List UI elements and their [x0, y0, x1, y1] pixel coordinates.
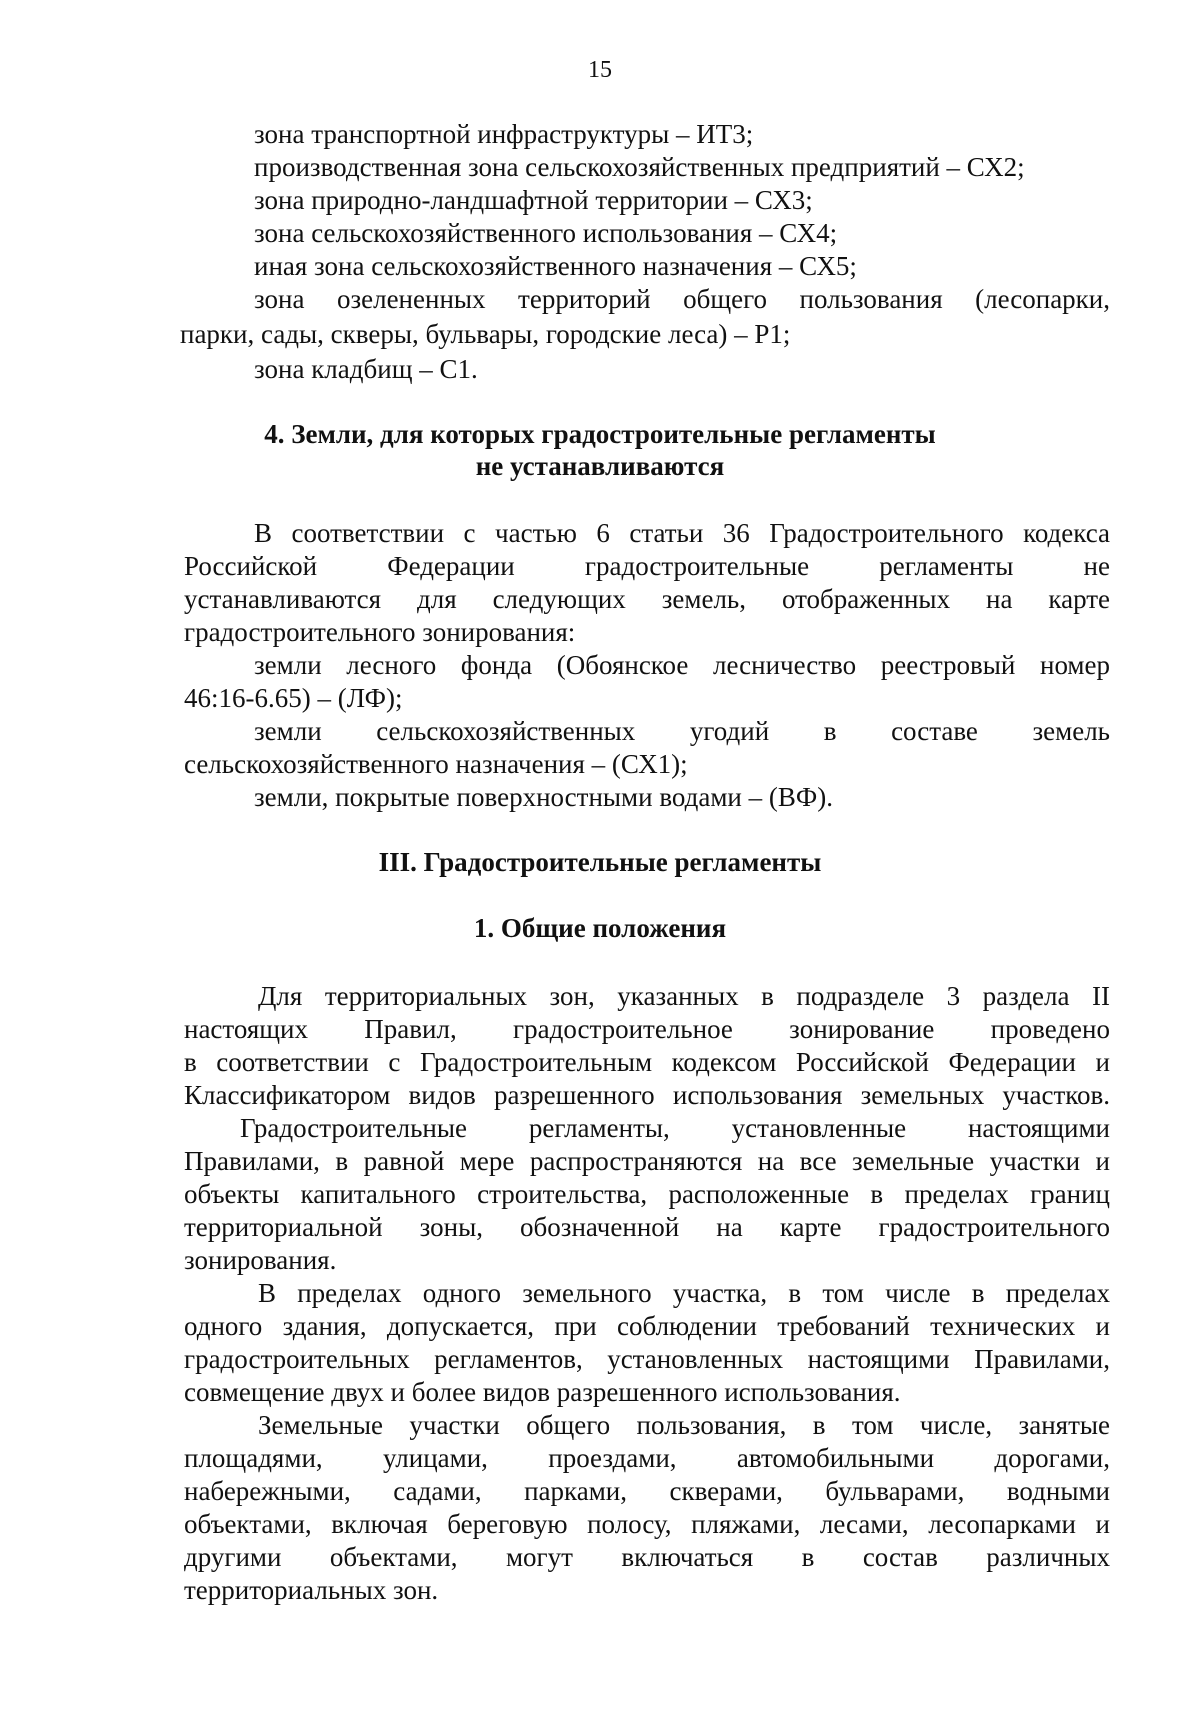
paragraph-line: площадями, улицами, проездами, автомобильными дорогами,	[184, 1443, 1110, 1473]
zone-list-item: зона сельскохозяйственного использования – СХ4;	[254, 218, 838, 248]
paragraph-line: земли, покрытые поверхностными водами – (ВФ).	[254, 782, 833, 812]
zone-list-item: зона транспортной инфраструктуры – ИТ3;	[254, 119, 754, 149]
paragraph-line: Классификатором видов разрешенного использования земельных участков.	[184, 1080, 1110, 1110]
section-heading: III. Градостроительные регламенты	[378, 847, 822, 877]
paragraph-line: 46:16-6.65) – (ЛФ);	[184, 683, 403, 713]
zone-list-item: зона природно-ландшафтной территории – СХ3;	[254, 185, 813, 215]
paragraph-line: Для территориальных зон, указанных в подразделе 3 раздела II	[258, 981, 1110, 1011]
paragraph-line: набережными, садами, парками, скверами, бульварами, водными	[184, 1476, 1110, 1506]
section-heading: 4. Земли, для которых градостроительные регламенты	[264, 419, 936, 449]
zone-list-item: производственная зона сельскохозяйственных предприятий – СХ2;	[254, 152, 1025, 182]
zone-list-item: зона озелененных территорий общего пользования (лесопарки,	[254, 284, 1110, 314]
zone-list-item: иная зона сельскохозяйственного назначения – СХ5;	[254, 251, 857, 281]
paragraph-line: одного здания, допускается, при соблюдении требований технических и	[184, 1311, 1110, 1341]
page-number: 15	[588, 57, 612, 83]
zone-list-item: парки, сады, скверы, бульвары, городские леса) – Р1;	[180, 319, 791, 349]
subsection-heading: 1. Общие положения	[473, 913, 727, 943]
paragraph-line: Градостроительные регламенты, установленные настоящими	[240, 1113, 1110, 1143]
paragraph-line: земли сельскохозяйственных угодий в составе земель	[254, 716, 1110, 746]
paragraph-line: объекты капитального строительства, расположенные в пределах границ	[184, 1179, 1110, 1209]
paragraph-line: другими объектами, могут включаться в состав различных	[184, 1542, 1110, 1572]
paragraph-line: Земельные участки общего пользования, в том числе, занятые	[258, 1410, 1110, 1440]
paragraph-line: градостроительного зонирования:	[184, 617, 576, 647]
paragraph-line: объектами, включая береговую полосу, пляжами, лесами, лесопарками и	[184, 1509, 1110, 1539]
paragraph-line: совмещение двух и более видов разрешенного использования.	[184, 1377, 901, 1407]
paragraph-line: территориальной зоны, обозначенной на карте градостроительного	[184, 1212, 1110, 1242]
paragraph-line: устанавливаются для следующих земель, отображенных на карте	[184, 584, 1110, 614]
section-heading: не устанавливаются	[475, 451, 725, 481]
paragraph-line: земли лесного фонда (Обоянское лесничество реестровый номер	[254, 650, 1110, 680]
paragraph-line: в соответствии с Градостроительным кодексом Российской Федерации и	[184, 1047, 1110, 1077]
paragraph-line: зонирования.	[184, 1245, 337, 1275]
paragraph-line: территориальных зон.	[184, 1575, 439, 1605]
zone-list-item: зона кладбищ – С1.	[254, 354, 478, 384]
paragraph-line: В соответствии с частью 6 статьи 36 Градостроительного кодекса	[254, 518, 1110, 548]
paragraph-line: сельскохозяйственного назначения – (СХ1);	[184, 749, 688, 779]
paragraph-line: В пределах одного земельного участка, в том числе в пределах	[258, 1278, 1110, 1308]
paragraph-line: настоящих Правил, градостроительное зонирование проведено	[184, 1014, 1110, 1044]
paragraph-line: Правилами, в равной мере распространяются на все земельные участки и	[184, 1146, 1110, 1176]
paragraph-line: градостроительных регламентов, установленных настоящими Правилами,	[184, 1344, 1110, 1374]
paragraph-line: Российской Федерации градостроительные регламенты не	[184, 551, 1110, 581]
